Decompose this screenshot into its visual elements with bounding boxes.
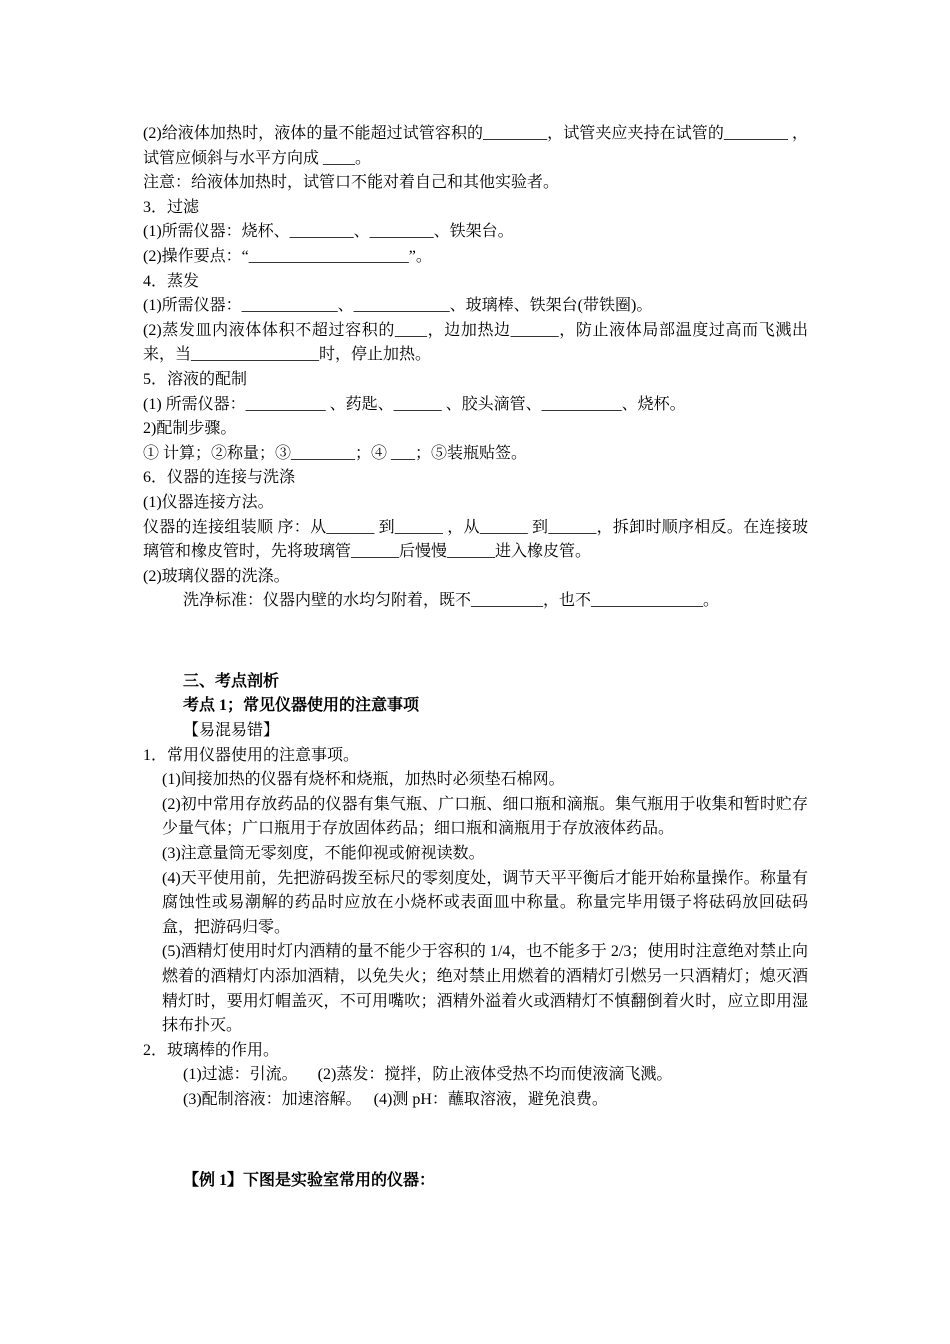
paragraph-line: 注意：给液体加热时，试管口不能对着自己和其他实验者。: [143, 174, 560, 192]
paragraph-line: (4)天平使用前，先把游码拨至标尺的零刻度处，调节天平平衡后才能开始称量操作。称量有腐蚀性或易潮解的药品时应放在小烧杯或表面皿中称量。称量完毕用镊子将砝码放回砝码盒，把游码归零。: [162, 869, 808, 936]
paragraph-line: 仪器的连接组装顺 序：从______ 到______ ，从______ 到______，拆卸时顺序相反。在连接玻璃管和橡皮管时，先将玻璃管______后慢慢______进入橡皮管。: [143, 518, 808, 561]
section-heading: 【例 1】下图是实验室常用的仪器：: [183, 1171, 436, 1189]
section-heading: 考点 1；常见仪器使用的注意事项: [183, 697, 420, 715]
paragraph-line: (1)所需仪器：烧杯、________、________、铁架台。: [143, 223, 514, 241]
paragraph-line: (3)注意量筒无零刻度，不能仰视或俯视读数。: [162, 845, 485, 863]
paragraph-line: (2)给液体加热时，液体的量不能超过试管容积的________，试管夹应夹持在试管的________ ，试管应倾斜与水平方向成 ____。: [143, 125, 808, 167]
paragraph-line: 5．溶液的配制: [143, 370, 248, 388]
paragraph-line: 2．玻璃棒的作用。: [143, 1041, 280, 1059]
paragraph-line: (1) 所需仪器：__________ 、药匙、______ 、胶头滴管、__________、烧杯。: [143, 395, 686, 413]
section-heading: 三、考点剖析: [183, 672, 280, 690]
document-body: [143, 122, 808, 1193]
paragraph-line: (1)过滤：引流。 (2)蒸发：搅拌，防止液体受热不均而使液滴飞溅。: [183, 1066, 673, 1084]
paragraph-line: (2)操作要点：“____________________”。: [143, 247, 432, 265]
paragraph-line: 【易混易错】: [183, 722, 280, 740]
paragraph-line: 4．蒸发: [143, 272, 200, 290]
paragraph-line: (2)初中常用存放药品的仪器有集气瓶、广口瓶、细口瓶和滴瓶。集气瓶用于收集和暂时贮存少量气体；广口瓶用于存放固体药品；细口瓶和滴瓶用于存放液体药品。: [162, 795, 808, 838]
paragraph-line: (1)仪器连接方法。: [143, 493, 274, 511]
paragraph-line: (2)蒸发皿内液体体积不超过容积的____，边加热边______，防止液体局部温度过高而飞溅出来，当________________时，停止加热。: [143, 321, 808, 364]
paragraph-line: 1．常用仪器使用的注意事项。: [143, 746, 360, 764]
paragraph-line: 洗净标准：仪器内壁的水均匀附着，既不_________，也不______________。: [183, 592, 720, 610]
paragraph-line: 6．仪器的连接与洗涤: [143, 469, 296, 487]
paragraph-line: ① 计算；②称量；③________；④ ___；⑤装瓶贴签。: [143, 444, 528, 462]
paragraph-line: (1)间接加热的仪器有烧杯和烧瓶，加热时必须垫石棉网。: [162, 771, 565, 789]
blank-line: [143, 630, 808, 654]
paragraph-line: (3)配制溶液：加速溶解。 (4)测 pH：蘸取溶液，避免浪费。: [183, 1090, 608, 1108]
paragraph-line: (1)所需仪器：____________、____________、玻璃棒、铁架台(带铁圈)。: [143, 297, 653, 315]
blank-line: [143, 1129, 808, 1153]
paragraph-line: (5)酒精灯使用时灯内酒精的量不能少于容积的 1/4，也不能多于 2/3；使用时注意绝对禁止向燃着的酒精灯内添加酒精，以免失火；绝对禁止用燃着的酒精灯引燃另一只酒精灯；熄灭酒精灯时，要用灯帽盖灭，不可用嘴吹；酒精外溢着火或酒精灯不慎翻倒着火时，应立即用湿抹布扑灭。: [162, 943, 808, 1035]
paragraph-line: (2)玻璃仪器的洗涤。: [143, 567, 290, 585]
paragraph-line: 3．过滤: [143, 198, 200, 216]
paragraph-line: 2)配制步骤。: [143, 420, 237, 438]
